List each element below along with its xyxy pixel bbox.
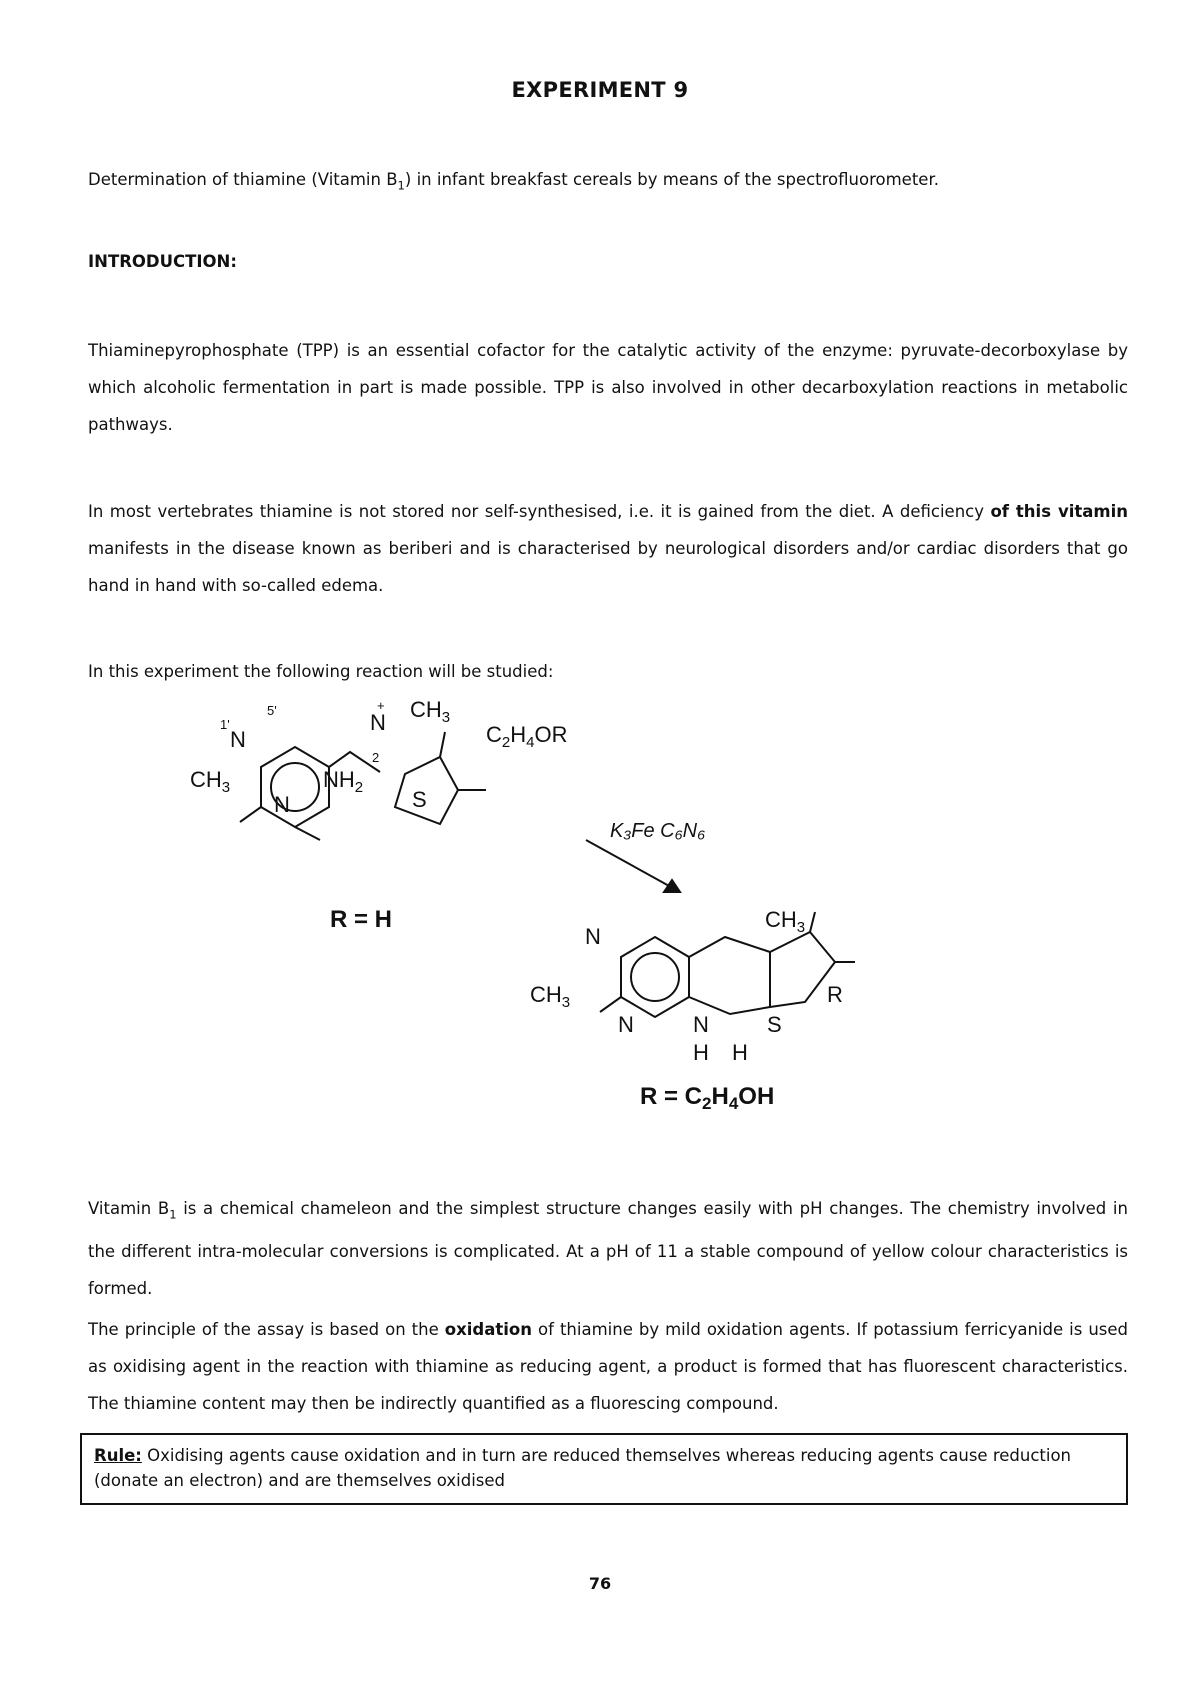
label-plus: +: [377, 698, 385, 713]
page-number: 76: [588, 1574, 612, 1593]
label-ch3-left: $CH_3$: [190, 767, 231, 796]
label-2: 2: [372, 750, 380, 765]
reaction-arrow-head: [664, 880, 680, 892]
right-label-n1: N: [585, 924, 601, 949]
intro-paragraph-2: [88, 493, 1128, 604]
subtitle-text-start: Determination of thiamine (Vitamin B: [88, 170, 398, 189]
label-n3: N: [274, 792, 290, 817]
right-methyl-ring-bond: [600, 997, 621, 1012]
label-1-prime: 1': [220, 717, 230, 732]
rule-box: [80, 1433, 1128, 1505]
left-methyl-bond: [440, 732, 445, 757]
para5-text-end: of thiamine by mild oxidation agents. If potassium ferricyanide is used as oxidising agent in the reaction with thiamine as reducing agent, a product is formed that has fluorescent characteristics. The thiamine content may then be indirectly quantified as a fluorescing compound.: [88, 1320, 1129, 1413]
right-label-h2: H: [732, 1040, 748, 1065]
intro-paragraph-1: Thiaminepyrophosphate (TPP) is an essential cofactor for the catalytic activity of the enzyme: pyruvate-decorboxylase by which alcoholic fermentation in part is made possible. TPP is also involved in other decarboxylation reactions in metabolic pathways.: [88, 341, 1128, 434]
subtitle-text-end: ) in infant breakfast cereals by means of the spectrofluorometer.: [404, 170, 939, 189]
rule-label: Rule:: [94, 1446, 142, 1465]
left-methyl-ring-bond: [240, 807, 261, 822]
para4-text-end: is a chemical chameleon and the simplest structure changes easily with pH changes. The chemistry involved in the different intra-molecular conversions is complicated. At a pH of 11 a stable compound of yellow colour characteristics is formed.: [88, 1199, 1128, 1299]
right-thiazole-ring: [770, 932, 835, 1007]
document-title: EXPERIMENT 9: [511, 78, 689, 102]
right-label-n3: N: [618, 1012, 634, 1037]
para4-text-start: Vitamin B: [88, 1199, 170, 1218]
para2-text-end: manifests in the disease known as beriberi and is characterised by neurological disorders and/or cardiac disorders that go hand in hand with so-called edema.: [88, 539, 1128, 595]
rule-text: Oxidising agents cause oxidation and in turn are reduced themselves whereas reducing agents cause reduction (donate an electron) and are themselves oxidised: [94, 1446, 1072, 1490]
para2-text-start: In most vertebrates thiamine is not stored nor self-synthesised, i.e. it is gained from the diet. A deficiency: [88, 502, 991, 521]
left-r-label: R = H: [330, 906, 393, 933]
amine-bond: [295, 827, 320, 840]
introduction-heading: INTRODUCTION:: [88, 252, 237, 271]
label-n1: N: [230, 727, 246, 752]
label-nh2: $NH_2$: [323, 767, 364, 796]
intro-paragraph-3: In this experiment the following reaction will be studied:: [88, 662, 554, 681]
para5-text-start: The principle of the assay is based on the: [88, 1320, 445, 1339]
right-label-ch3-top: $CH_3$: [765, 907, 806, 936]
right-aromatic-circle: [631, 953, 679, 1001]
right-label-r: R: [827, 982, 843, 1007]
thiamine-reaction-diagram: [190, 697, 870, 1122]
right-label-s: S: [767, 1012, 782, 1037]
para2-bold-text: of this vitamin: [990, 502, 1128, 521]
experiment-subtitle: [88, 170, 1128, 192]
body-paragraph-5: [88, 1311, 1128, 1422]
body-paragraph-4: [88, 1190, 1128, 1307]
para5-bold-text: oxidation: [444, 1320, 533, 1339]
right-label-h1: H: [693, 1040, 709, 1065]
right-label-ch3: $CH_3$: [530, 982, 571, 1011]
reaction-arrow-line: [586, 840, 680, 892]
right-r-label: $R = C_2H_4OH$: [640, 1083, 775, 1113]
label-ch3-thiazole: $CH_3$: [410, 697, 451, 726]
subtitle-subscript: 1: [397, 178, 405, 193]
label-n-plus: N: [370, 710, 386, 735]
label-s-left: S: [412, 787, 427, 812]
para4-subscript: 1: [169, 1207, 177, 1222]
label-side-chain: $C_2H_4OR$: [486, 722, 568, 751]
right-methyl-bond: [810, 912, 815, 932]
right-label-nh: N: [693, 1012, 709, 1037]
label-5-prime: 5': [267, 703, 277, 718]
reagent-label: K₃Fe C₆N₆: [610, 820, 706, 842]
right-bridge: [689, 937, 770, 957]
